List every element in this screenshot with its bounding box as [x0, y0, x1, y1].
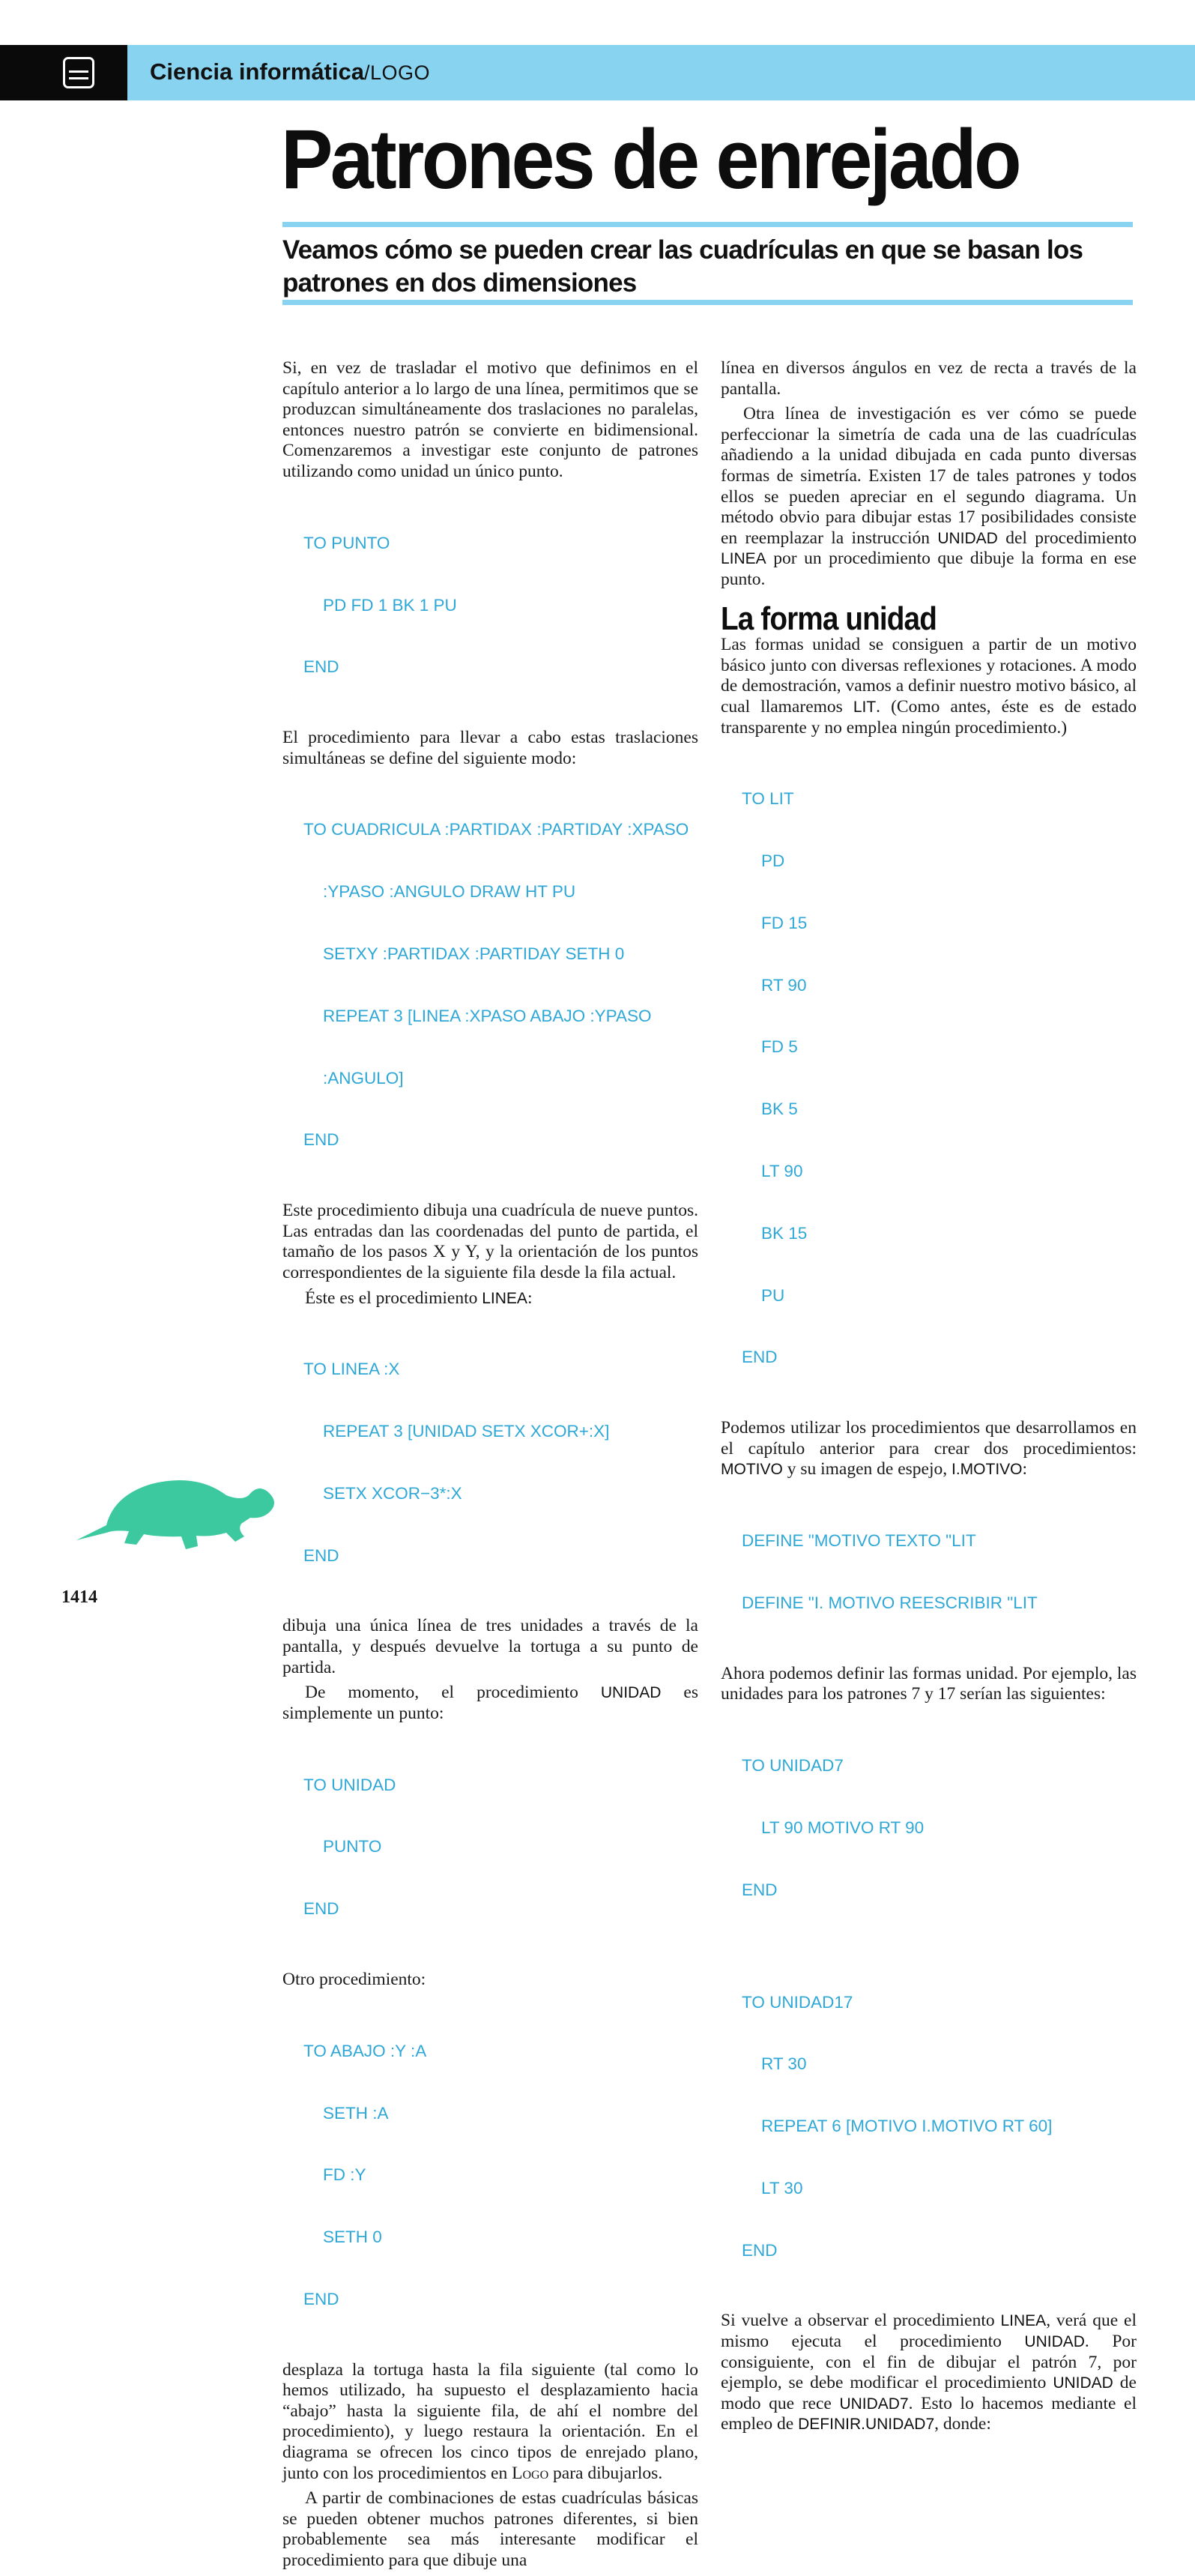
- left-column: [282, 358, 698, 2576]
- code-block-unidad7: TO UNIDAD7 LT 90 MOTIVO RT 90 END: [742, 1756, 925, 1899]
- deck-subtitle: Veamos cómo se pueden crear las cuadrículas en que se basan los patrones en dos dimensiones: [282, 235, 1083, 298]
- paragraph: A partir de combinaciones de estas cuadrículas básicas se pueden obtener muchos patrones diferentes, si bien probablemente sea más interesante modificar el procedimiento para que dibuje una: [282, 2488, 698, 2570]
- section-heading: La forma unidad: [721, 600, 937, 637]
- section-header: [150, 58, 430, 85]
- paragraph: Éste es el procedimiento LINEA:: [305, 1288, 533, 1308]
- paragraph: Si vuelve a observar el procedimiento LINEA, verá que el mismo ejecuta el procedimiento UNIDAD. Por consiguiente, con el fin de dibujar el patrón 7, por ejemplo, se debe modificar el procedimiento UNIDAD de modo que rece UNIDAD7. Esto lo hacemos mediante el empleo de DEFINIR.UNIDAD7, donde:: [721, 2311, 1137, 2434]
- paragraph: desplaza la tortuga hasta la fila siguiente (tal como lo hemos utilizado, ha supuesto el desplazamiento hacia “abajo” hasta la siguiente fila, de ahí el nombre del procedimiento), y luego restaura la orientación. En el diagrama se ofrecen los cinco tipos de enrejado plano, junto con los procedimientos en Logo para dibujarlos.: [282, 2359, 698, 2483]
- paragraph: Podemos utilizar los procedimientos que desarrollamos en el capítulo anterior para crear dos procedimientos: MOTIVO y su imagen de espejo, I.MOTIVO:: [721, 1418, 1137, 1479]
- code-block-unidad17: TO UNIDAD17 RT 30 REPEAT 6 [MOTIVO I.MOTIVO RT 60] LT 30 END: [742, 1992, 1053, 2260]
- turtle-icon: [61, 1465, 286, 1555]
- turtle-shape: [76, 1480, 274, 1549]
- title-rule-top: [282, 222, 1133, 227]
- code-block-cuadricula: TO CUADRICULA :PARTIDAX :PARTIDAY :XPASO :YPASO :ANGULO DRAW HT PU SETXY :PARTIDAX :PARTIDAY SETH 0 REPEAT 3 [LINEA :XPASO ABAJO :YPASO :ANGULO] END: [303, 820, 689, 1150]
- code-block-abajo: TO ABAJO :Y :A SETH :A FD :Y SETH 0 END: [303, 2041, 427, 2308]
- section-name: Ciencia informática: [150, 58, 364, 85]
- paragraph: Este procedimiento dibuja una cuadrícula de nueve puntos. Las entradas dan las coordenadas del punto de partida, el tamaño de los pasos X y Y, y la orientación de los puntos correspondientes de la siguiente fila desde la fila actual.: [282, 1201, 698, 1282]
- title-rule-bottom: [282, 300, 1133, 305]
- paragraph: El procedimiento para llevar a cabo estas traslaciones simultáneas se define del siguiente modo:: [282, 728, 698, 768]
- code-block-unidad: TO UNIDAD PUNTO END: [303, 1775, 396, 1919]
- right-column: [721, 358, 1137, 2440]
- page-title: Patrones de enrejado: [281, 112, 1019, 206]
- paragraph: Otra línea de investigación es ver cómo se puede perfeccionar la simetría de cada una de las cuadrículas añadiendo a la unidad dibujada en cada punto diversas formas de simetría. Existen 17 de tales patrones y todos ellos se pueden apreciar en el segundo diagrama. Un método obvio para dibujar estas 17 posibilidades consiste en reemplazar la instrucción UNIDAD del procedimiento LINEA por un procedimiento que dibuje la forma en ese punto.: [721, 404, 1137, 589]
- paragraph: De momento, el procedimiento UNIDAD es simplemente un punto:: [282, 1683, 698, 1723]
- paragraph: Si, en vez de trasladar el motivo que definimos en el capítulo anterior a lo largo de una línea, permitimos que se produzcan simultáneamente dos traslaciones no paralelas, entonces nuestro patrón se convierte en bidimensional. Comenzaremos a investigar este conjunto de patrones utilizando como unidad un único punto.: [282, 358, 698, 481]
- code-block-linea: TO LINEA :X REPEAT 3 [UNIDAD SETX XCOR+:X] SETX XCOR−3*:X END: [303, 1360, 610, 1565]
- paragraph: Las formas unidad se consiguen a partir de un motivo básico junto con diversas reflexiones y rotaciones. A modo de demostración, vamos a definir nuestro motivo básico, al cual llamaremos LIT. (Como antes, éste es de estado transparente y no emplea ningún procedimiento.): [721, 635, 1137, 737]
- computer-icon: [0, 45, 127, 100]
- paragraph: dibuja una única línea de tres unidades a través de la pantalla, y después devuelve la tortuga a su punto de partida.: [282, 1616, 698, 1677]
- page-number: 1414: [61, 1587, 97, 1607]
- paragraph: Otro procedimiento:: [282, 1969, 426, 1989]
- code-block-punto: TO PUNTO PD FD 1 BK 1 PU END: [303, 533, 457, 677]
- paragraph: línea en diversos ángulos en vez de recta a través de la pantalla.: [721, 358, 1137, 399]
- code-block-define: DEFINE "MOTIVO TEXTO "LIT DEFINE "I. MOTIVO REESCRIBIR "LIT: [742, 1531, 1038, 1612]
- paragraph: Ahora podemos definir las formas unidad. Por ejemplo, las unidades para los patrones 7 y 17 serían las siguientes:: [721, 1663, 1137, 1704]
- section-topic: /LOGO: [363, 61, 431, 84]
- code-block-lit: TO LIT PD FD 15 RT 90 FD 5 BK 5 LT 90 BK 15 PU END: [742, 789, 808, 1367]
